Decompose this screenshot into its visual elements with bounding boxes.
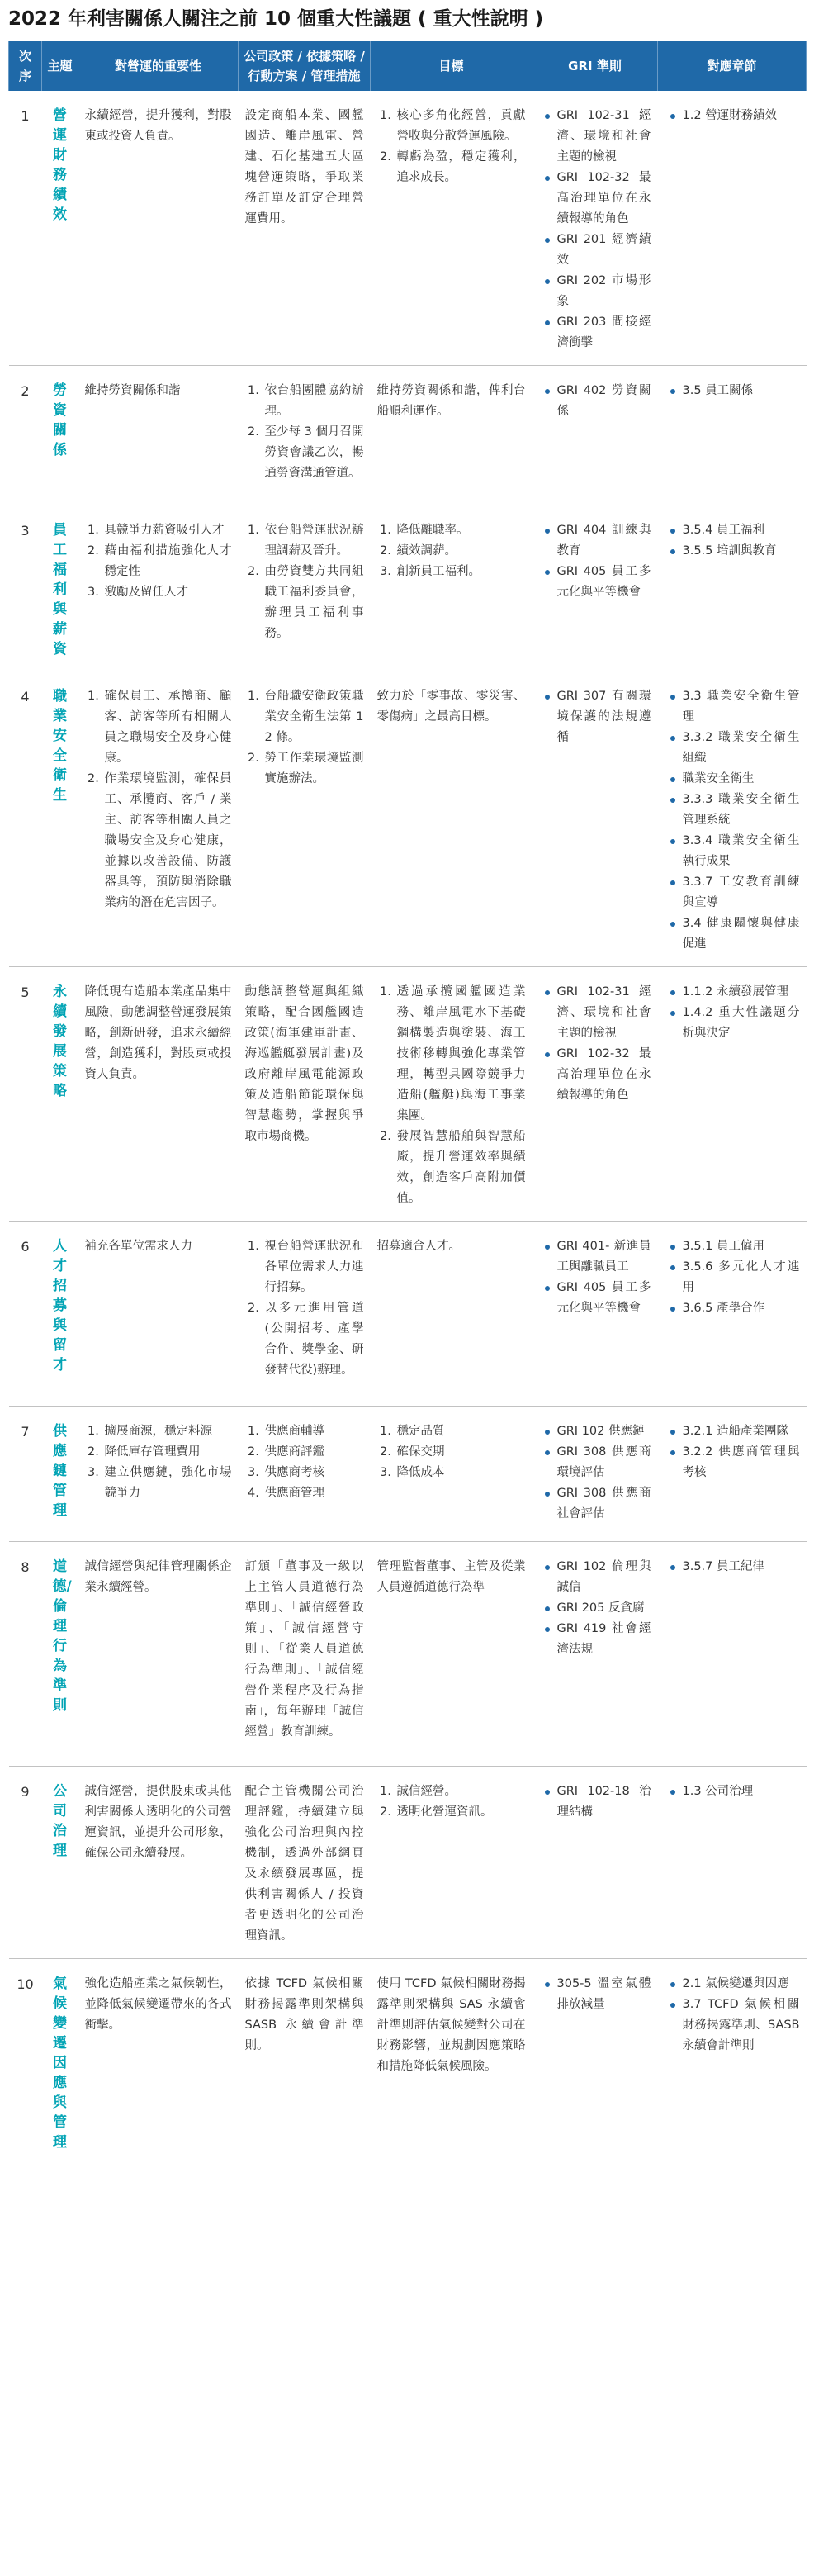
row-gri-list: [539, 520, 651, 603]
row-seq: 9: [9, 1767, 42, 1959]
row-policy: [239, 1542, 371, 1767]
list-item: GRI 307 有關環境保護的法規遵循: [557, 686, 651, 748]
row-chapter-list: [665, 520, 800, 562]
row-seq: 6: [9, 1222, 42, 1407]
list-item: GRI 102-32 最高治理單位在永續報導的角色: [557, 1044, 651, 1106]
list-item: 1. 具競爭力薪資吸引人才: [103, 520, 232, 541]
row-topic: [42, 1407, 78, 1542]
row-chapter: [658, 91, 807, 366]
list-item: 3.3.3 職業安全衛生管理系統: [683, 790, 800, 831]
list-item: 3. 激勵及留任人才: [103, 582, 232, 603]
row-policy-list: [245, 686, 364, 790]
row-policy-list: [245, 1236, 364, 1381]
table-row: [9, 366, 807, 505]
table-row: [9, 967, 807, 1222]
list-item: GRI 404 訓練與教育: [557, 520, 651, 562]
row-chapter-list: [665, 686, 800, 955]
row-policy-text: 配合主管機關公司治理評鑑，持續建立與強化公司治理與內控機制，透過外部網頁及永續發展專區，提供利害關係人 / 投資者更透明化的公司治理資訊。: [244, 1785, 364, 1943]
table-row: [9, 91, 807, 366]
row-seq: 1: [9, 91, 42, 366]
row-gri-list: [539, 1421, 651, 1525]
row-target: [371, 1222, 532, 1407]
row-chapter: [658, 1542, 807, 1767]
list-item: 1.3 公司治理: [683, 1781, 800, 1802]
list-item: 1. 台船職安衛政策職業安全衛生法第 12 條。: [263, 686, 364, 748]
row-chapter: [658, 671, 807, 967]
row-target: [371, 91, 532, 366]
row-importance-text: 維持勞資關係和諧: [84, 384, 181, 397]
list-item: 1. 誠信經營。: [395, 1781, 526, 1802]
row-policy: [239, 505, 371, 671]
row-topic-label: 道德/倫理行為準則: [52, 1558, 72, 1714]
table-row: [9, 1959, 807, 2170]
row-policy: [239, 1222, 371, 1407]
table-row: [9, 1222, 807, 1407]
list-item: 2. 績效調薪。: [395, 541, 526, 562]
row-policy-list: [245, 381, 364, 484]
list-item: 1. 透過承攬國艦國造業務、離岸風電水下基礎鋼構製造與塗裝、海工技術移轉與強化專業管理，轉型具國際競爭力造船(艦艇)與海工事業集團。: [395, 982, 526, 1127]
row-importance: [78, 1542, 239, 1767]
row-chapter: [658, 1407, 807, 1542]
row-chapter-list: [665, 1421, 800, 1483]
list-item: 3. 供應商考核: [263, 1463, 364, 1483]
materiality-table: [8, 41, 807, 2170]
table-row: [9, 1542, 807, 1767]
row-topic: [42, 1767, 78, 1959]
list-item: 3.2.1 造船產業團隊: [683, 1421, 800, 1442]
row-gri: [532, 671, 658, 967]
list-item: 3.5.5 培訓與教育: [683, 541, 800, 562]
list-item: GRI 102-18 治理結構: [557, 1781, 651, 1823]
list-item: 2.1 氣候變遷與因應: [683, 1974, 800, 1995]
list-item: GRI 419 社會經濟法規: [557, 1619, 651, 1660]
row-gri: [532, 967, 658, 1222]
row-seq: 5: [9, 967, 42, 1222]
list-item: GRI 308 供應商環境評估: [557, 1442, 651, 1483]
list-item: 305-5 溫室氣體排放減量: [557, 1974, 651, 2015]
row-target: [371, 1767, 532, 1959]
row-target: [371, 505, 532, 671]
row-topic-label: 氣候變遷因應與管理: [53, 1976, 67, 2151]
header-target: 目標: [371, 41, 532, 91]
row-gri-list: [539, 381, 651, 422]
row-policy-list: [245, 1421, 364, 1504]
header-policy: 公司政策 / 依據策略 / 行動方案 / 管理措施: [239, 41, 371, 91]
row-gri: [532, 1767, 658, 1959]
header-chapter: 對應章節: [658, 41, 807, 91]
list-item: 2. 勞工作業環境監測實施辦法。: [263, 748, 364, 790]
list-item: GRI 102-32 最高治理單位在永續報導的角色: [557, 168, 651, 230]
row-chapter: [658, 505, 807, 671]
row-importance: [78, 1767, 239, 1959]
row-policy: [239, 1959, 371, 2170]
list-item: 2. 確保交期: [395, 1442, 526, 1463]
table-body: [9, 91, 807, 2170]
list-item: GRI 401- 新進員工與離職員工: [557, 1236, 651, 1278]
row-importance: [78, 1959, 239, 2170]
row-target-list: [377, 1421, 526, 1483]
row-target-list: [377, 106, 526, 188]
row-importance-text: 降低現有造船本業產品集中風險，動態調整營運發展策略，創新研發，追求永續經營，創造獲利，對股東或投資人負責。: [84, 985, 232, 1081]
header-importance: 對營運的重要性: [78, 41, 239, 91]
row-target: [371, 1407, 532, 1542]
row-seq: 4: [9, 671, 42, 967]
list-item: 1. 核心多角化經營，貢獻營收與分散營運風險。: [395, 106, 526, 147]
list-item: 2. 藉由福利措施強化人才穩定性: [103, 541, 232, 582]
row-policy-text: 動態調整營運與組織策略，配合國艦國造政策(海軍建軍計畫、海巡艦艇發展計畫)及政府離岸風電能源政策及造船節能環保與智慧趨勢，掌握與爭取市場商機。: [244, 985, 364, 1143]
header-gri: GRI 準則: [532, 41, 658, 91]
list-item: 3.7 TCFD 氣候相關財務揭露準則、SASB 永續會計準則: [683, 1995, 800, 2057]
list-item: 1. 視台船營運狀況和各單位需求人力進行招募。: [263, 1236, 364, 1298]
list-item: 3.3 職業安全衛生管理: [683, 686, 800, 728]
header-seq: 次序: [9, 41, 42, 91]
header-topic: 主題: [42, 41, 78, 91]
row-policy: [239, 1767, 371, 1959]
row-importance: [78, 91, 239, 366]
list-item: 2. 以多元進用管道(公開招考、產學合作、獎學金、研發替代役)辦理。: [263, 1298, 364, 1381]
row-gri: [532, 1222, 658, 1407]
row-importance-text: 永續經營，提升獲利，對股東或投資人負責。: [84, 109, 232, 143]
row-chapter-list: [665, 982, 800, 1044]
list-item: GRI 201 經濟績效: [557, 230, 651, 271]
list-item: GRI 405 員工多元化與平等機會: [557, 1278, 651, 1319]
row-topic-label: 勞資關係: [53, 382, 67, 458]
list-item: GRI 102 供應鏈: [557, 1421, 651, 1442]
row-topic: [42, 671, 78, 967]
list-item: 3.5.1 員工僱用: [683, 1236, 800, 1257]
list-item: 3. 建立供應鏈，強化市場競爭力: [103, 1463, 232, 1504]
list-item: 3. 創新員工福利。: [395, 562, 526, 582]
row-chapter-list: [665, 1781, 800, 1802]
list-item: 3.5.4 員工福利: [683, 520, 800, 541]
list-item: 2. 降低庫存管理費用: [103, 1442, 232, 1463]
row-target: [371, 967, 532, 1222]
table-header: [9, 41, 807, 91]
row-topic-label: 供應鏈管理: [53, 1423, 67, 1519]
row-policy-text: 設定商船本業、國艦國造、離岸風電、營建、石化基建五大區塊營運策略，爭取業務訂單及訂定合理營運費用。: [244, 109, 364, 225]
row-topic-label: 永續發展策略: [53, 984, 67, 1099]
page-title: 2022 年利害關係人關注之前 10 個重大性議題 ( 重大性說明 ): [8, 8, 544, 30]
table-row: [9, 505, 807, 671]
list-item: GRI 102-31 經濟、環境和社會主題的檢視: [557, 106, 651, 168]
list-item: GRI 203 間接經濟衝擊: [557, 312, 651, 353]
row-importance-text: 誠信經營，提供股東或其他利害關係人透明化的公司營運資訊，並提升公司形象，確保公司永續發展。: [84, 1785, 232, 1860]
list-item: GRI 402 勞資關係: [557, 381, 651, 422]
row-target-list: [377, 1781, 526, 1823]
list-item: 2. 至少每 3 個月召開勞資會議乙次，暢通勞資溝通管道。: [263, 422, 364, 484]
table-row: [9, 1767, 807, 1959]
list-item: 1. 依台船營運狀況辦理調薪及晉升。: [263, 520, 364, 562]
row-chapter-list: [665, 381, 800, 401]
row-importance: [78, 1407, 239, 1542]
row-importance-list: [85, 686, 232, 913]
row-policy: [239, 967, 371, 1222]
row-importance: [78, 1222, 239, 1407]
row-policy: [239, 1407, 371, 1542]
list-item: 2. 轉虧為盈，穩定獲利，追求成長。: [395, 147, 526, 188]
list-item: 1.1.2 永續發展管理: [683, 982, 800, 1003]
row-chapter: [658, 1222, 807, 1407]
row-gri: [532, 366, 658, 505]
row-topic: [42, 505, 78, 671]
row-seq: 10: [9, 1959, 42, 2170]
page: [0, 7, 814, 2187]
row-gri: [532, 1542, 658, 1767]
row-seq: 7: [9, 1407, 42, 1542]
row-gri-list: [539, 106, 651, 353]
row-policy: [239, 366, 371, 505]
row-gri-list: [539, 1781, 651, 1823]
list-item: 3.6.5 產學合作: [683, 1298, 800, 1319]
row-target: [371, 366, 532, 505]
list-item: GRI 308 供應商社會評估: [557, 1483, 651, 1525]
row-gri: [532, 1407, 658, 1542]
row-importance: [78, 366, 239, 505]
row-topic: [42, 1542, 78, 1767]
row-topic-label: 員工福利與薪資: [53, 522, 67, 657]
row-target-list: [377, 982, 526, 1209]
row-gri-list: [539, 982, 651, 1106]
row-policy-text: 訂頒「董事及一級以上主管人員道德行為準則」、「誠信經營政策」、「誠信經營守則」、「從業人員道德行為準則」、「誠信經營作業程序及行為指南」，每年辦理「誠信經營」教育訓練。: [244, 1560, 364, 1739]
row-topic-label: 營運財務績效: [53, 107, 67, 223]
row-target-text: 維持勞資關係和諧，俾利台船順利運作。: [376, 384, 526, 418]
list-item: 1.2 營運財務績效: [683, 106, 800, 126]
list-item: 3.3.4 職業安全衛生執行成果: [683, 831, 800, 872]
list-item: 2. 作業環境監測，確保員工、承攬商、客戶 / 業主、訪客等相關人員之職場安全及身心健康，並據以改善設備、防護器具等，預防與消除職業病的潛在危害因子。: [103, 769, 232, 913]
row-importance: [78, 505, 239, 671]
row-topic: [42, 1959, 78, 2170]
row-seq: 8: [9, 1542, 42, 1767]
row-importance-list: [85, 520, 232, 603]
row-target: [371, 671, 532, 967]
row-topic-label: 公司治理: [53, 1783, 67, 1859]
row-chapter: [658, 366, 807, 505]
row-importance-list: [85, 1421, 232, 1504]
list-item: 1. 依台船團體協約辦理。: [263, 381, 364, 422]
row-gri-list: [539, 1974, 651, 2015]
row-gri: [532, 1959, 658, 2170]
row-chapter-list: [665, 1557, 800, 1577]
row-topic: [42, 967, 78, 1222]
row-target-text: 致力於「零事故、零災害、零傷病」之最高目標。: [376, 690, 526, 723]
row-policy: [239, 91, 371, 366]
list-item: 2. 供應商評鑑: [263, 1442, 364, 1463]
list-item: 2. 透明化營運資訊。: [395, 1802, 526, 1823]
list-item: GRI 205 反貪腐: [557, 1598, 651, 1619]
list-item: 2. 由勞資雙方共同組職工福利委員會，辦理員工福利事務。: [263, 562, 364, 644]
row-chapter-list: [665, 1974, 800, 2057]
row-gri-list: [539, 1557, 651, 1660]
list-item: 3.5.6 多元化人才進用: [683, 1257, 800, 1298]
list-item: 2. 發展智慧船舶與智慧船廠，提升營運效率與績效，創造客戶高附加價值。: [395, 1127, 526, 1209]
row-topic-label: 人才招募與留才: [53, 1238, 67, 1373]
row-importance-text: 強化造船產業之氣候韌性，並降低氣候變遷帶來的各式衝擊。: [84, 1977, 232, 2032]
row-gri-list: [539, 686, 651, 748]
row-topic: [42, 91, 78, 366]
list-item: 1. 供應商輔導: [263, 1421, 364, 1442]
row-seq: 3: [9, 505, 42, 671]
table-row: [9, 671, 807, 967]
row-importance: [78, 671, 239, 967]
row-seq: 2: [9, 366, 42, 505]
list-item: 3.3.2 職業安全衛生組織: [683, 728, 800, 769]
list-item: GRI 102 倫理與誠信: [557, 1557, 651, 1598]
row-topic: [42, 366, 78, 505]
row-policy-list: [245, 520, 364, 644]
row-chapter: [658, 1767, 807, 1959]
row-importance-text: 補充各單位需求人力: [84, 1240, 192, 1253]
row-importance-text: 誠信經營與紀律管理關係企業永續經營。: [84, 1560, 232, 1594]
list-item: 4. 供應商管理: [263, 1483, 364, 1504]
list-item: 職業安全衛生: [683, 769, 800, 790]
list-item: GRI 102-31 經濟、環境和社會主題的檢視: [557, 982, 651, 1044]
list-item: 1. 擴展商源，穩定料源: [103, 1421, 232, 1442]
row-target-list: [377, 520, 526, 582]
table-row: [9, 1407, 807, 1542]
row-target: [371, 1542, 532, 1767]
row-chapter-list: [665, 106, 800, 126]
list-item: 3.2.2 供應商管理與考核: [683, 1442, 800, 1483]
list-item: 3.5.7 員工紀律: [683, 1557, 800, 1577]
row-gri: [532, 91, 658, 366]
list-item: 1. 確保員工、承攬商、顧客、訪客等所有相關人員之職場安全及身心健康。: [103, 686, 232, 769]
row-gri-list: [539, 1236, 651, 1319]
list-item: 3. 降低成本: [395, 1463, 526, 1483]
list-item: 1. 降低離職率。: [395, 520, 526, 541]
row-target-text: 使用 TCFD 氣候相關財務揭露準則架構與 SAS 永續會計準則評估氣候變對公司在財務影響，並規劃因應策略和措施降低氣候風險。: [376, 1977, 526, 2073]
list-item: 3.5 員工關係: [683, 381, 800, 401]
row-topic: [42, 1222, 78, 1407]
list-item: GRI 202 市場形象: [557, 271, 651, 312]
row-chapter: [658, 967, 807, 1222]
row-target-text: 招募適合人才。: [376, 1240, 461, 1253]
list-item: GRI 405 員工多元化與平等機會: [557, 562, 651, 603]
row-chapter-list: [665, 1236, 800, 1319]
row-topic-label: 職業安全衛生: [53, 688, 67, 804]
row-policy: [239, 671, 371, 967]
list-item: 1. 穩定品質: [395, 1421, 526, 1442]
list-item: 3.4 健康關懷與健康促進: [683, 913, 800, 955]
row-target: [371, 1959, 532, 2170]
list-item: 1.4.2 重大性議題分析與決定: [683, 1003, 800, 1044]
row-target-text: 管理監督董事、主管及從業人員遵循道德行為準: [376, 1560, 526, 1594]
row-chapter: [658, 1959, 807, 2170]
row-importance: [78, 967, 239, 1222]
row-gri: [532, 505, 658, 671]
row-policy-text: 依據 TCFD 氣候相關財務揭露準則架構與 SASB 永續會計準則。: [244, 1977, 364, 2052]
list-item: 3.3.7 工安教育訓練與宣導: [683, 872, 800, 913]
